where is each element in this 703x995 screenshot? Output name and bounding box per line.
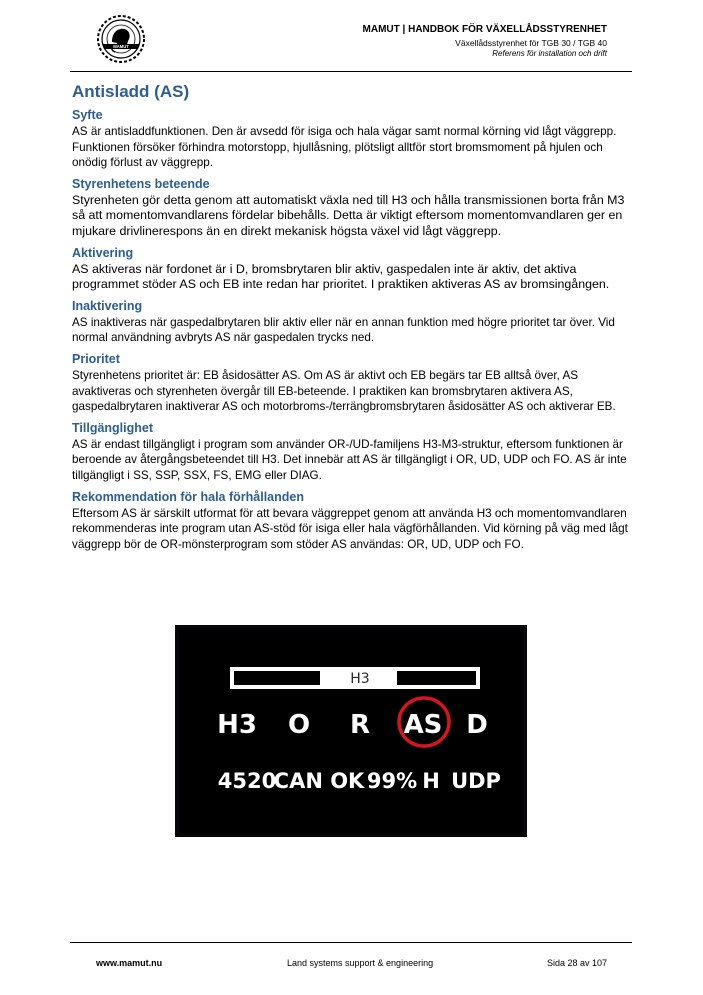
heading-aktivering: Aktivering xyxy=(72,245,134,260)
heading-prioritet: Prioritet xyxy=(72,351,120,366)
heading-tillganglighet: Tillgänglighet xyxy=(72,420,154,435)
heading-beteende: Styrenhetens beteende xyxy=(72,176,210,191)
header-divider xyxy=(70,71,632,72)
gear-as: AS xyxy=(403,710,443,740)
gear-h3: H3 xyxy=(217,710,257,740)
paragraph-aktivering: AS aktiveras när fordonet är i D, bromsbrytaren blir aktiv, gaspedalen inte är aktiv, det aktiva programmet stöder AS och EB inte redan har prioritet. I praktiken aktiveras AS av bromsingången. xyxy=(72,261,610,292)
status-percent: 99% xyxy=(366,769,418,793)
gear-r: R xyxy=(349,710,371,740)
paragraph-syfte: AS är antisladdfunktionen. Den är avsedd för isiga och hala vägar samt normal körning vid lågt väggrepp. Funktionen försöker förhindra motorstopp, hjullåsning, plötsligt alltför stort bromsmoment på hjulen och onödig förlust av väggrepp. xyxy=(72,125,617,170)
controller-display-photo xyxy=(175,625,527,837)
status-can: CAN OK xyxy=(273,769,365,793)
page-content xyxy=(72,82,632,552)
heading-syfte: Syfte xyxy=(72,108,103,122)
paragraph-inaktivering: AS inaktiveras när gaspedalbrytaren blir aktiv eller när en annan funktion med högre prioritet tar över. Vid normal användning avbryts AS när gaspedalen trycks ned. xyxy=(72,315,615,345)
header-title: MAMUT | HANDBOK FÖR VÄXELLÅDSSTYRENHET xyxy=(362,24,607,35)
gear-d: D xyxy=(466,710,488,740)
footer-website[interactable]: www.mamut.nu xyxy=(96,958,163,968)
paragraph-prioritet: Styrenhetens prioritet är: EB åsidosätter AS. Om AS är aktivt och EB begärs tar EB alltså över, AS avaktiveras och styrenheten övergår till EB-beteende. I praktiken kan bromsbrytaren aktivera AS, gaspedalbrytaren inaktiverar AS och motorbroms-/terrängbromsbrytaren åsidosätter AS och aktiverar EB. xyxy=(72,368,616,414)
gear-bar-label: H3 xyxy=(350,671,370,687)
footer-tagline: Land systems support & engineering xyxy=(287,958,434,968)
paragraph-beteende: Styrenheten gör detta genom att automatiskt växla ned till H3 och hålla transmissionen borta från M3 så att momentomvandlarens fördelar bibehålls. Detta är viktigt eftersom momentomvandlaren ger en mjukare drivlinerespons än en direkt mekanisk högsta växel vid lågt väggrepp. xyxy=(72,192,625,238)
heading-inaktivering: Inaktivering xyxy=(72,298,143,313)
status-program: UDP xyxy=(451,769,501,793)
status-rpm: 4520 xyxy=(217,769,277,793)
status-h: H xyxy=(422,769,440,793)
section-title: Antisladd (AS) xyxy=(72,82,190,101)
footer-divider xyxy=(70,942,632,943)
paragraph-tillganglighet: AS är endast tillgängligt i program som använder OR-/UD-familjens H3-M3-struktur, eftersom funktionen är beroende av återgångsbeteendet till H3. Det innebär att AS är tillgängligt i OR, UD, UDP och FO. AS är inte tillgängligt i SS, SSP, SSX, FS, EMG eller DIAG. xyxy=(72,437,627,482)
logo-text: MAMUT xyxy=(113,44,129,49)
header-subtitle: Växellådsstyrenhet för TGB 30 / TGB 40 xyxy=(455,38,607,48)
header-subtitle-italic: Referens för installation och drift xyxy=(492,49,607,58)
heading-rekommendation: Rekommendation för hala förhållanden xyxy=(72,489,304,504)
paragraph-rekommendation: Eftersom AS är särskilt utformat för att bevara väggreppet genom att använda H3 och momentomvandlaren rekommenderas inte program utan AS-stöd för isiga eller hala vägförhållanden. Vid körning på väg med lågt väggrepp bör de OR-mönsterprogram som stöder AS användas: OR, UD, UDP och FO. xyxy=(72,506,628,551)
page-header xyxy=(363,24,607,59)
mamut-logo xyxy=(96,14,146,64)
gear-o: O xyxy=(287,710,311,740)
footer-page-number: Sida 28 av 107 xyxy=(546,958,607,968)
gear-bar xyxy=(230,667,480,689)
